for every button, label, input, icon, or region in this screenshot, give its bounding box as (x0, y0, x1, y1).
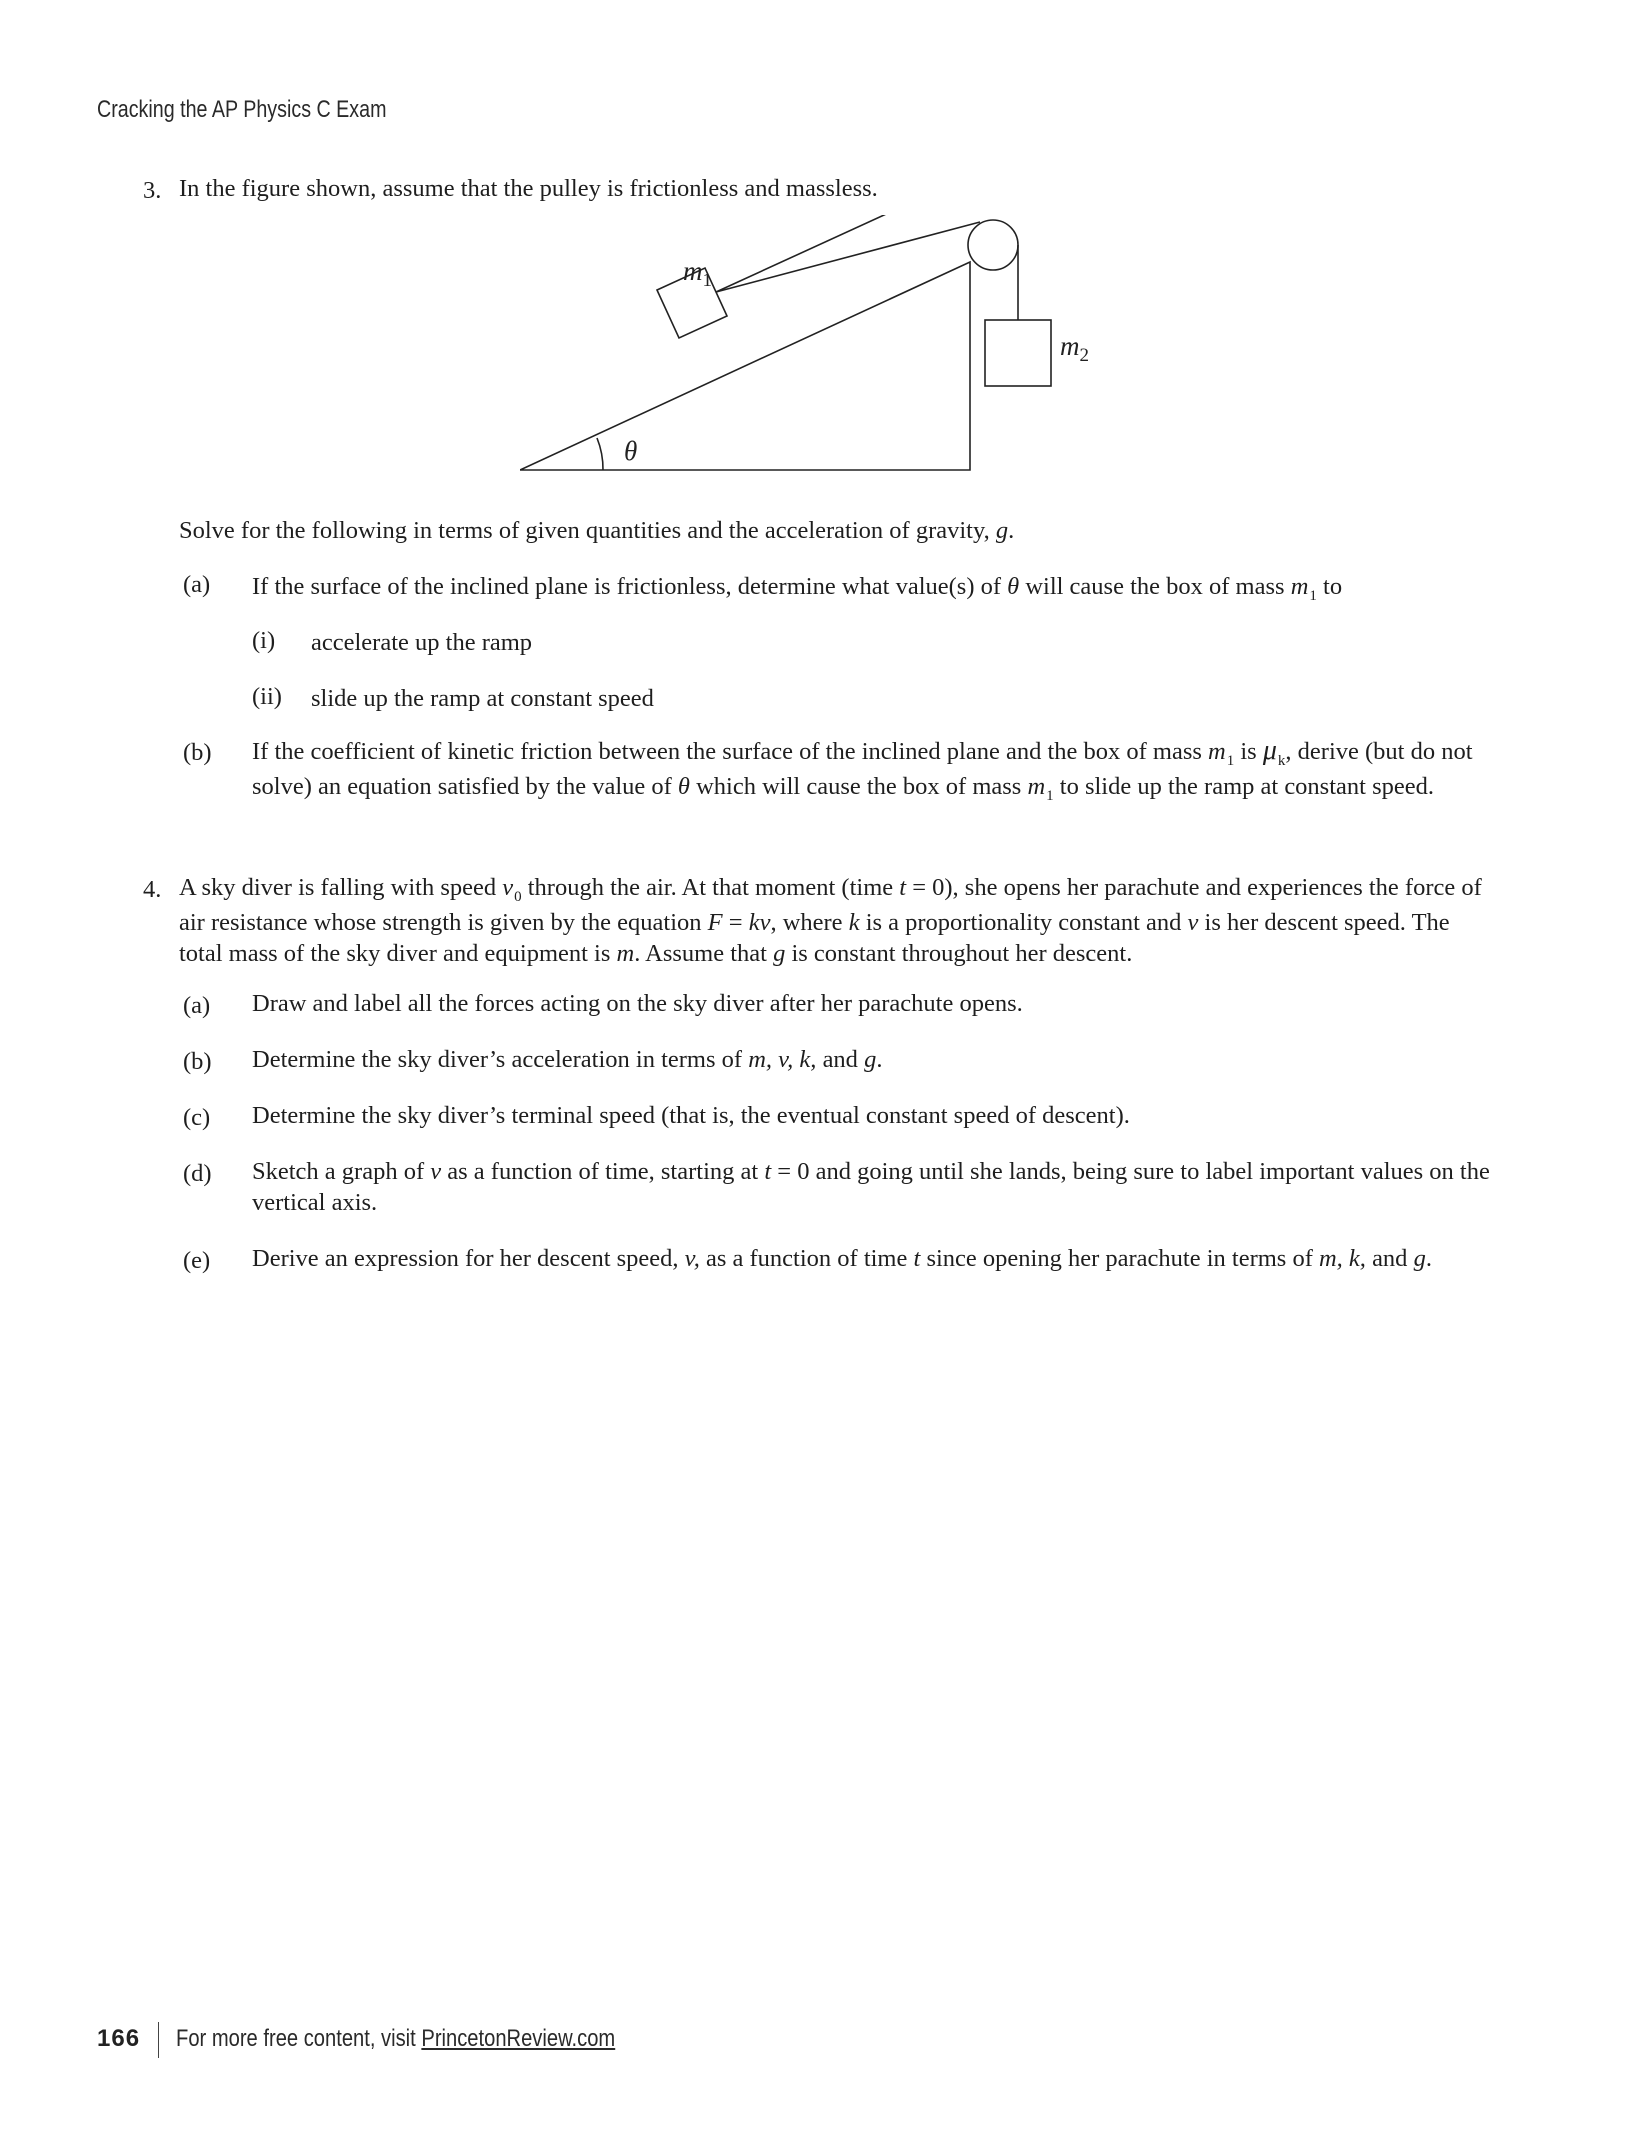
q3-part-a-i-label: (i) (252, 627, 276, 654)
page-number: 166 (97, 2025, 141, 2052)
block-m2 (985, 320, 1051, 386)
question-3-number: 3. (143, 177, 162, 204)
question-3-intro: In the figure shown, assume that the pulley is frictionless and massless. (179, 175, 878, 202)
q3-part-b-text: If the coefficient of kinetic friction between the surface of the inclined plane and the box of mass $m_1$ is $\mu_k$, derive (but do not solve) an equation satisfied by the value of θ which will cause the box of mass $m_1$ to slide up the ramp at constant speed. (252, 735, 1473, 804)
q4-part-a-label: (a) (183, 992, 211, 1019)
pulley (968, 220, 1018, 270)
q4-part-a-text: Draw and label all the forces acting on the sky diver after her parachute opens. (252, 990, 1023, 1017)
question-4-text: A sky diver is falling with speed $v_0$ through the air. At that moment (time t = 0), she opens her parachute and experiences the force of air resistance whose strength is given by the equation F = kv, where k is a proportionality constant and v is her descent speed. The total mass of the sky diver and equipment is m. Assume that g is constant throughout her descent. (179, 874, 1482, 967)
q3-part-a-ii-label: (ii) (252, 683, 282, 710)
running-head: Cracking the AP Physics C Exam (97, 96, 387, 123)
label-m1: $m_1$ (683, 256, 712, 291)
q4-part-c-label: (c) (183, 1104, 211, 1131)
q4-part-b-text: Determine the sky diver’s acceleration in terms of m, v, k, and g. (252, 1046, 883, 1073)
q4-part-e-label: (e) (183, 1247, 211, 1274)
q4-part-b-label: (b) (183, 1048, 212, 1075)
question-4-number: 4. (143, 876, 162, 903)
footer-text: For more free content, visit PrincetonReview.com (176, 2025, 616, 2052)
q4-part-c-text: Determine the sky diver’s terminal speed (that is, the eventual constant speed of descent). (252, 1102, 1130, 1129)
incline-plane (520, 262, 970, 470)
q3-part-a-ii-text: slide up the ramp at constant speed (311, 685, 654, 712)
label-theta: θ (624, 436, 638, 466)
string-segment (716, 222, 980, 292)
theta-arc (597, 438, 603, 470)
label-m2: $m_2$ (1060, 331, 1089, 366)
footer-link[interactable]: PrincetonReview.com (421, 2025, 616, 2052)
q3-part-b-label: (b) (183, 739, 212, 766)
footer-divider (158, 2022, 159, 2058)
q4-part-d-label: (d) (183, 1160, 212, 1187)
q4-part-e-text: Derive an expression for her descent speed, v, as a function of time t since opening her parachute in terms of m, k, and g. (252, 1245, 1432, 1272)
incline-pulley-figure (520, 215, 1120, 480)
q3-part-a-label: (a) (183, 571, 211, 598)
q3-part-a-i-text: accelerate up the ramp (311, 629, 533, 656)
q3-part-a-text: If the surface of the inclined plane is frictionless, determine what value(s) of θ will cause the box of mass $m_1$ to (252, 573, 1343, 604)
q4-part-d-text: Sketch a graph of v as a function of time, starting at t = 0 and going until she lands, being sure to label important values on the vertical axis. (252, 1158, 1490, 1216)
question-3-solve-line: Solve for the following in terms of given quantities and the acceleration of gravity, g. (179, 517, 1015, 544)
